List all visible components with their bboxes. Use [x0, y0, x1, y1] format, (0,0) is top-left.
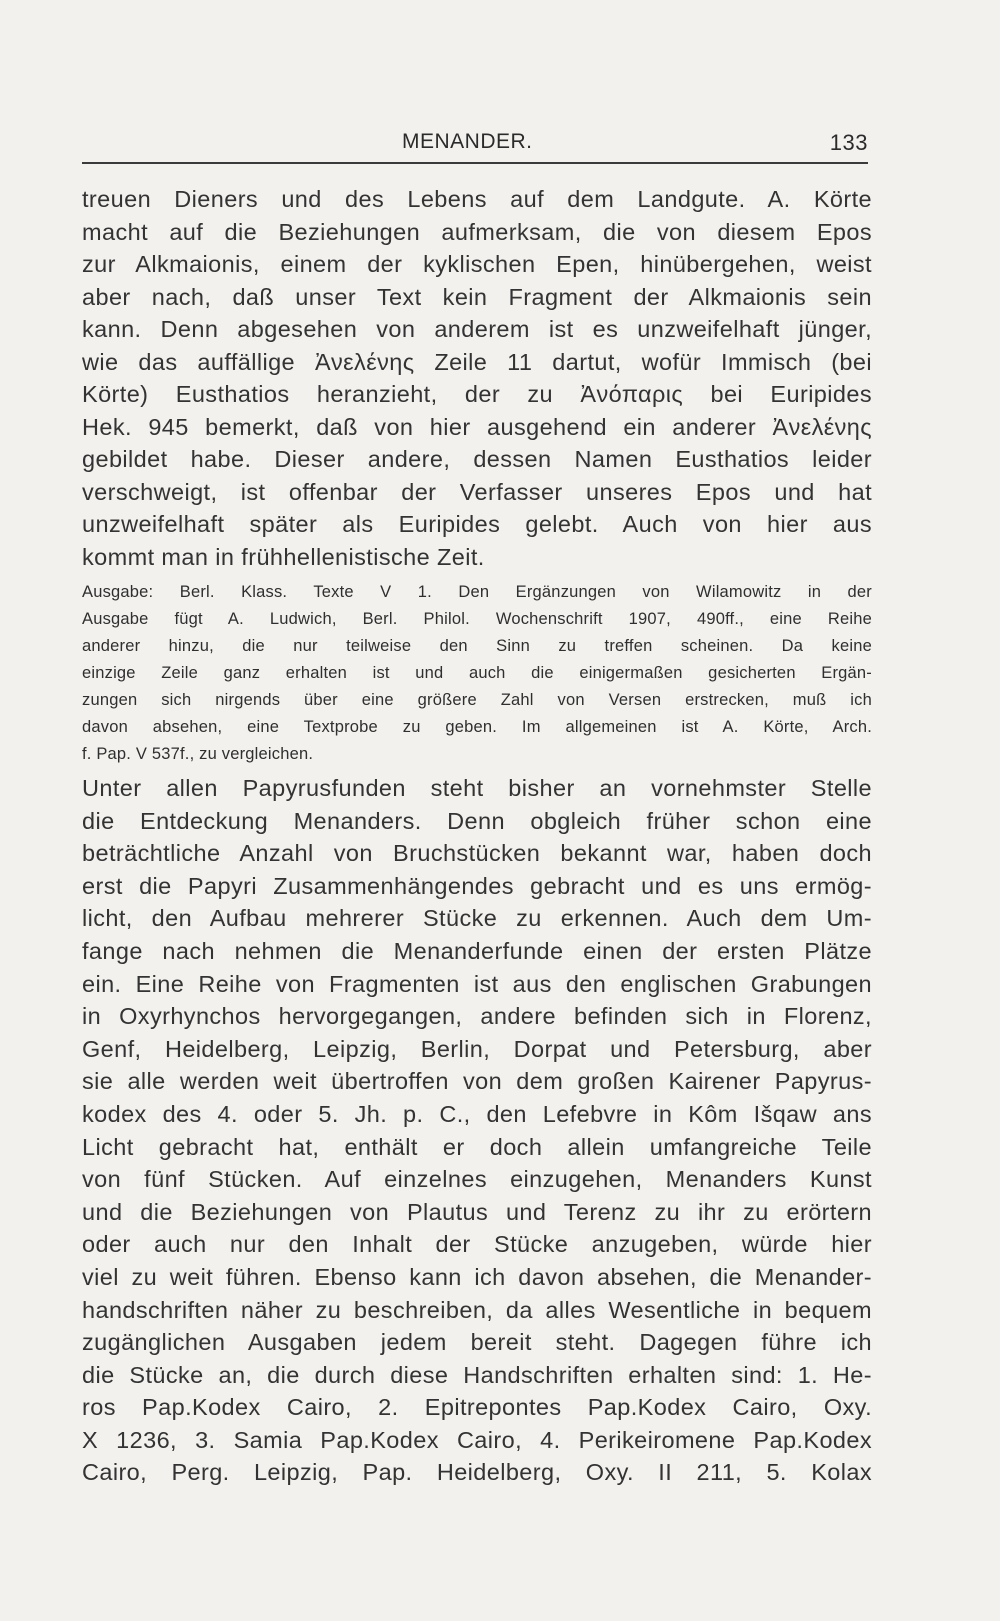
footnote — [82, 579, 872, 768]
text-line: verschweigt, ist offenbar der Verfasser unseres Epos und hat — [82, 478, 872, 505]
text-line: zugänglichen Ausgaben jedem bereit steht. Dagegen führe ich — [82, 1329, 872, 1356]
text-line: Unter allen Papyrusfunden steht bisher an vornehmster Stelle — [82, 775, 872, 801]
footnote-line: Ausgabe fügt A. Ludwich, Berl. Philol. Wochenschrift 1907, 490ff., eine Reihe — [82, 610, 872, 628]
footnote-line: anderer hinzu, die nur teilweise den Sinn zu treffen scheinen. Da keine — [82, 637, 872, 655]
text-line: macht auf die Beziehungen aufmerksam, die von diesem Epos — [82, 218, 872, 245]
text-line: treuen Dieners und des Lebens auf dem Landgute. A. Körte — [82, 186, 872, 212]
text-line: die Stücke an, die durch diese Handschriften erhalten sind: 1. He- — [82, 1361, 872, 1388]
text-line: kann. Denn abgesehen von anderem ist es unzweifelhaft jünger, — [82, 316, 872, 342]
text-line: wie das auffällige Ἀνελένης Zeile 11 dartut, wofür Immisch (bei — [82, 348, 872, 375]
footnote-line: f. Pap. V 537f., zu vergleichen. — [82, 745, 314, 763]
text-line: unzweifelhaft später als Euripides gelebt. Auch von hier aus — [82, 511, 872, 537]
text-line: licht, den Aufbau mehrerer Stücke zu erkennen. Auch dem Um- — [82, 905, 872, 932]
text-line: sie alle werden weit übertroffen von dem großen Kairener Papyrus- — [82, 1068, 872, 1095]
text-line: ros Pap.Kodex Cairo, 2. Epitrepontes Pap.Kodex Cairo, Oxy. — [82, 1394, 872, 1421]
text-line: ein. Eine Reihe von Fragmenten ist aus den englischen Grabungen — [82, 970, 872, 997]
footnote-line: zungen sich nirgends über eine größere Zahl von Versen erstrecken, muß ich — [82, 691, 872, 709]
text-line: die Entdeckung Menanders. Denn obgleich früher schon eine — [82, 807, 872, 834]
text-line: fange nach nehmen die Menanderfunde einen der ersten Plätze — [82, 937, 872, 964]
text-line: Licht gebracht hat, enthält er doch allein umfangreiche Teile — [82, 1133, 872, 1160]
text-line: in Oxyrhynchos hervorgegangen, andere befinden sich in Florenz, — [82, 1003, 872, 1030]
running-title: MENANDER. — [402, 130, 533, 153]
text-line: Hek. 945 bemerkt, daß von hier ausgehend ein anderer Ἀνελένης — [82, 413, 872, 440]
text-line: beträchtliche Anzahl von Bruchstücken bekannt war, haben doch — [82, 840, 872, 867]
footnote-line: Ausgabe: Berl. Klass. Texte V 1. Den Ergänzungen von Wilamowitz in der — [82, 583, 872, 601]
footnote-line: davon absehen, eine Textprobe zu geben. Im allgemeinen ist A. Körte, Arch. — [82, 718, 872, 736]
text-line: kommt man in frühhellenistische Zeit. — [82, 543, 485, 570]
text-line: aber nach, daß unser Text kein Fragment der Alkmaionis sein — [82, 283, 872, 310]
text-line: Genf, Heidelberg, Leipzig, Berlin, Dorpat und Petersburg, aber — [82, 1035, 872, 1062]
text-line: Cairo, Perg. Leipzig, Pap. Heidelberg, Oxy. II 211, 5. Kolax — [82, 1459, 872, 1486]
text-line: und die Beziehungen von Plautus und Terenz zu ihr zu erörtern — [82, 1198, 872, 1225]
paragraph-1 — [82, 183, 872, 573]
header-rule — [82, 162, 868, 164]
page-number: 133 — [829, 130, 868, 155]
text-line: gebildet habe. Dieser andere, dessen Namen Eusthatios leider — [82, 446, 872, 472]
text-line: von fünf Stücken. Auf einzelnes einzugehen, Menanders Kunst — [82, 1166, 872, 1193]
text-line: viel zu weit führen. Ebenso kann ich davon absehen, die Menander- — [82, 1263, 872, 1290]
text-line: kodex des 4. oder 5. Jh. p. C., den Lefebvre in Kôm Išqaw ans — [82, 1100, 872, 1127]
page-header — [82, 128, 868, 164]
text-line: oder auch nur den Inhalt der Stücke anzugeben, würde hier — [82, 1231, 872, 1258]
text-line: erst die Papyri Zusammenhängendes gebracht und es uns ermög- — [82, 872, 872, 899]
text-line: zur Alkmaionis, einem der kyklischen Epen, hinübergehen, weist — [82, 251, 872, 277]
text-line: X 1236, 3. Samia Pap.Kodex Cairo, 4. Perikeiromene Pap.Kodex — [82, 1426, 872, 1453]
text-line: Körte) Eusthatios heranzieht, der zu Ἀνόπαρις bei Euripides — [82, 381, 872, 407]
text-line: handschriften näher zu beschreiben, da alles Wesentliche in bequem — [82, 1296, 872, 1323]
footnote-line: einzige Zeile ganz erhalten ist und auch die einigermaßen gesicherten Ergän- — [82, 664, 872, 682]
body-text — [82, 183, 872, 1489]
paragraph-2 — [82, 772, 872, 1489]
